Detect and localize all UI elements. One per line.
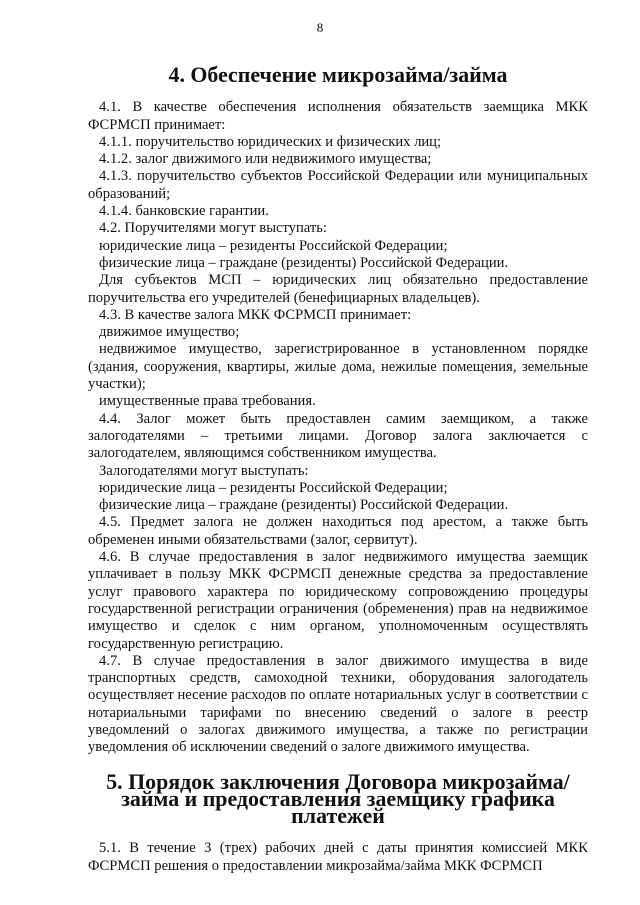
page-content [88,62,588,875]
paragraph-5-1: 5.1. В течение 3 (трех) рабочих дней с даты принятия комиссией МКК ФСРМСП решения о предоставлении микрозайма/займа МКК ФСРМСП [88,840,588,874]
paragraph-4-1-4: 4.1.4. банковские гарантии. [99,203,269,220]
paragraph-4-3: 4.3. В качестве залога МКК ФСРМСП принимает: [99,306,412,323]
paragraph-4-4: 4.4. Залог может быть предоставлен самим заемщиком, а также залогодателями – третьими лицами. Договор залога заключается с залогодателем, являющимся собственником имущества. [88,410,588,462]
collateral-movable: движимое имущество; [99,324,240,341]
pledger-legal-entities: юридические лица – резиденты Российской Федерации; [99,479,448,496]
paragraph-4-6: 4.6. В случае предоставления в залог недвижимого имущества заемщик уплачивает в пользу МКК ФСРМСП денежные средства за предоставление услуг правового характера по юридическому сопровождению процедуры государственной регистрации ограничения (обременения) прав на недвижимое имущество и сделок с ним органом, уполномоченным осуществлять государственную регистрацию. [88,549,588,652]
paragraph-4-1-1: 4.1.1. поручительство юридических и физических лиц; [99,133,442,150]
paragraph-4-5: 4.5. Предмет залога не должен находиться под арестом, а также быть обременен иными обязательствами (залог, сервитут). [88,514,588,548]
paragraph-4-1-2: 4.1.2. залог движимого или недвижимого имущества; [99,151,432,168]
pledgers-header: Залогодателями могут выступать: [99,462,309,479]
guarantor-individuals: физические лица – граждане (резиденты) Российской Федерации. [99,254,509,271]
collateral-property-rights: имущественные права требования. [99,393,316,410]
paragraph-4-2: 4.2. Поручителями могут выступать: [99,220,327,237]
collateral-immovable: недвижимое имущество, зарегистрированное в установленном порядке (здания, сооружения, квартиры, жилые дома, нежилые помещения, земельные участки); [88,341,588,393]
page-number: 8 [316,20,324,35]
section-5-title: 5. Порядок заключения Договора микрозайма/займа и предоставления заемщику графика платежей [106,768,570,829]
paragraph-4-1: 4.1. В качестве обеспечения исполнения обязательств заемщика МКК ФСРМСП принимает: [88,99,588,133]
section-4-title: 4. Обеспечение микрозайма/займа [168,62,508,87]
pledger-individuals: физические лица – граждане (резиденты) Российской Федерации. [99,497,509,514]
paragraph-4-1-3: 4.1.3. поручительство субъектов Российской Федерации или муниципальных образований; [88,168,588,202]
guarantor-legal-entities: юридические лица – резиденты Российской Федерации; [99,237,448,254]
paragraph-msp-guarantee: Для субъектов МСП – юридических лиц обязательно предоставление поручительства его учредителей (бенефициарных владельцев). [88,272,588,306]
paragraph-4-7: 4.7. В случае предоставления в залог движимого имущества в виде транспортных средств, самоходной техники, оборудования залогодатель осуществляет несение расходов по оплате нотариальных услуг в соответствии с нотариальными тарифами по внесению сведений о залоге в реестр уведомлений о залогах движимого имущества, а также по регистрации уведомления об исключении сведений о залоге движимого имущества. [88,652,588,756]
